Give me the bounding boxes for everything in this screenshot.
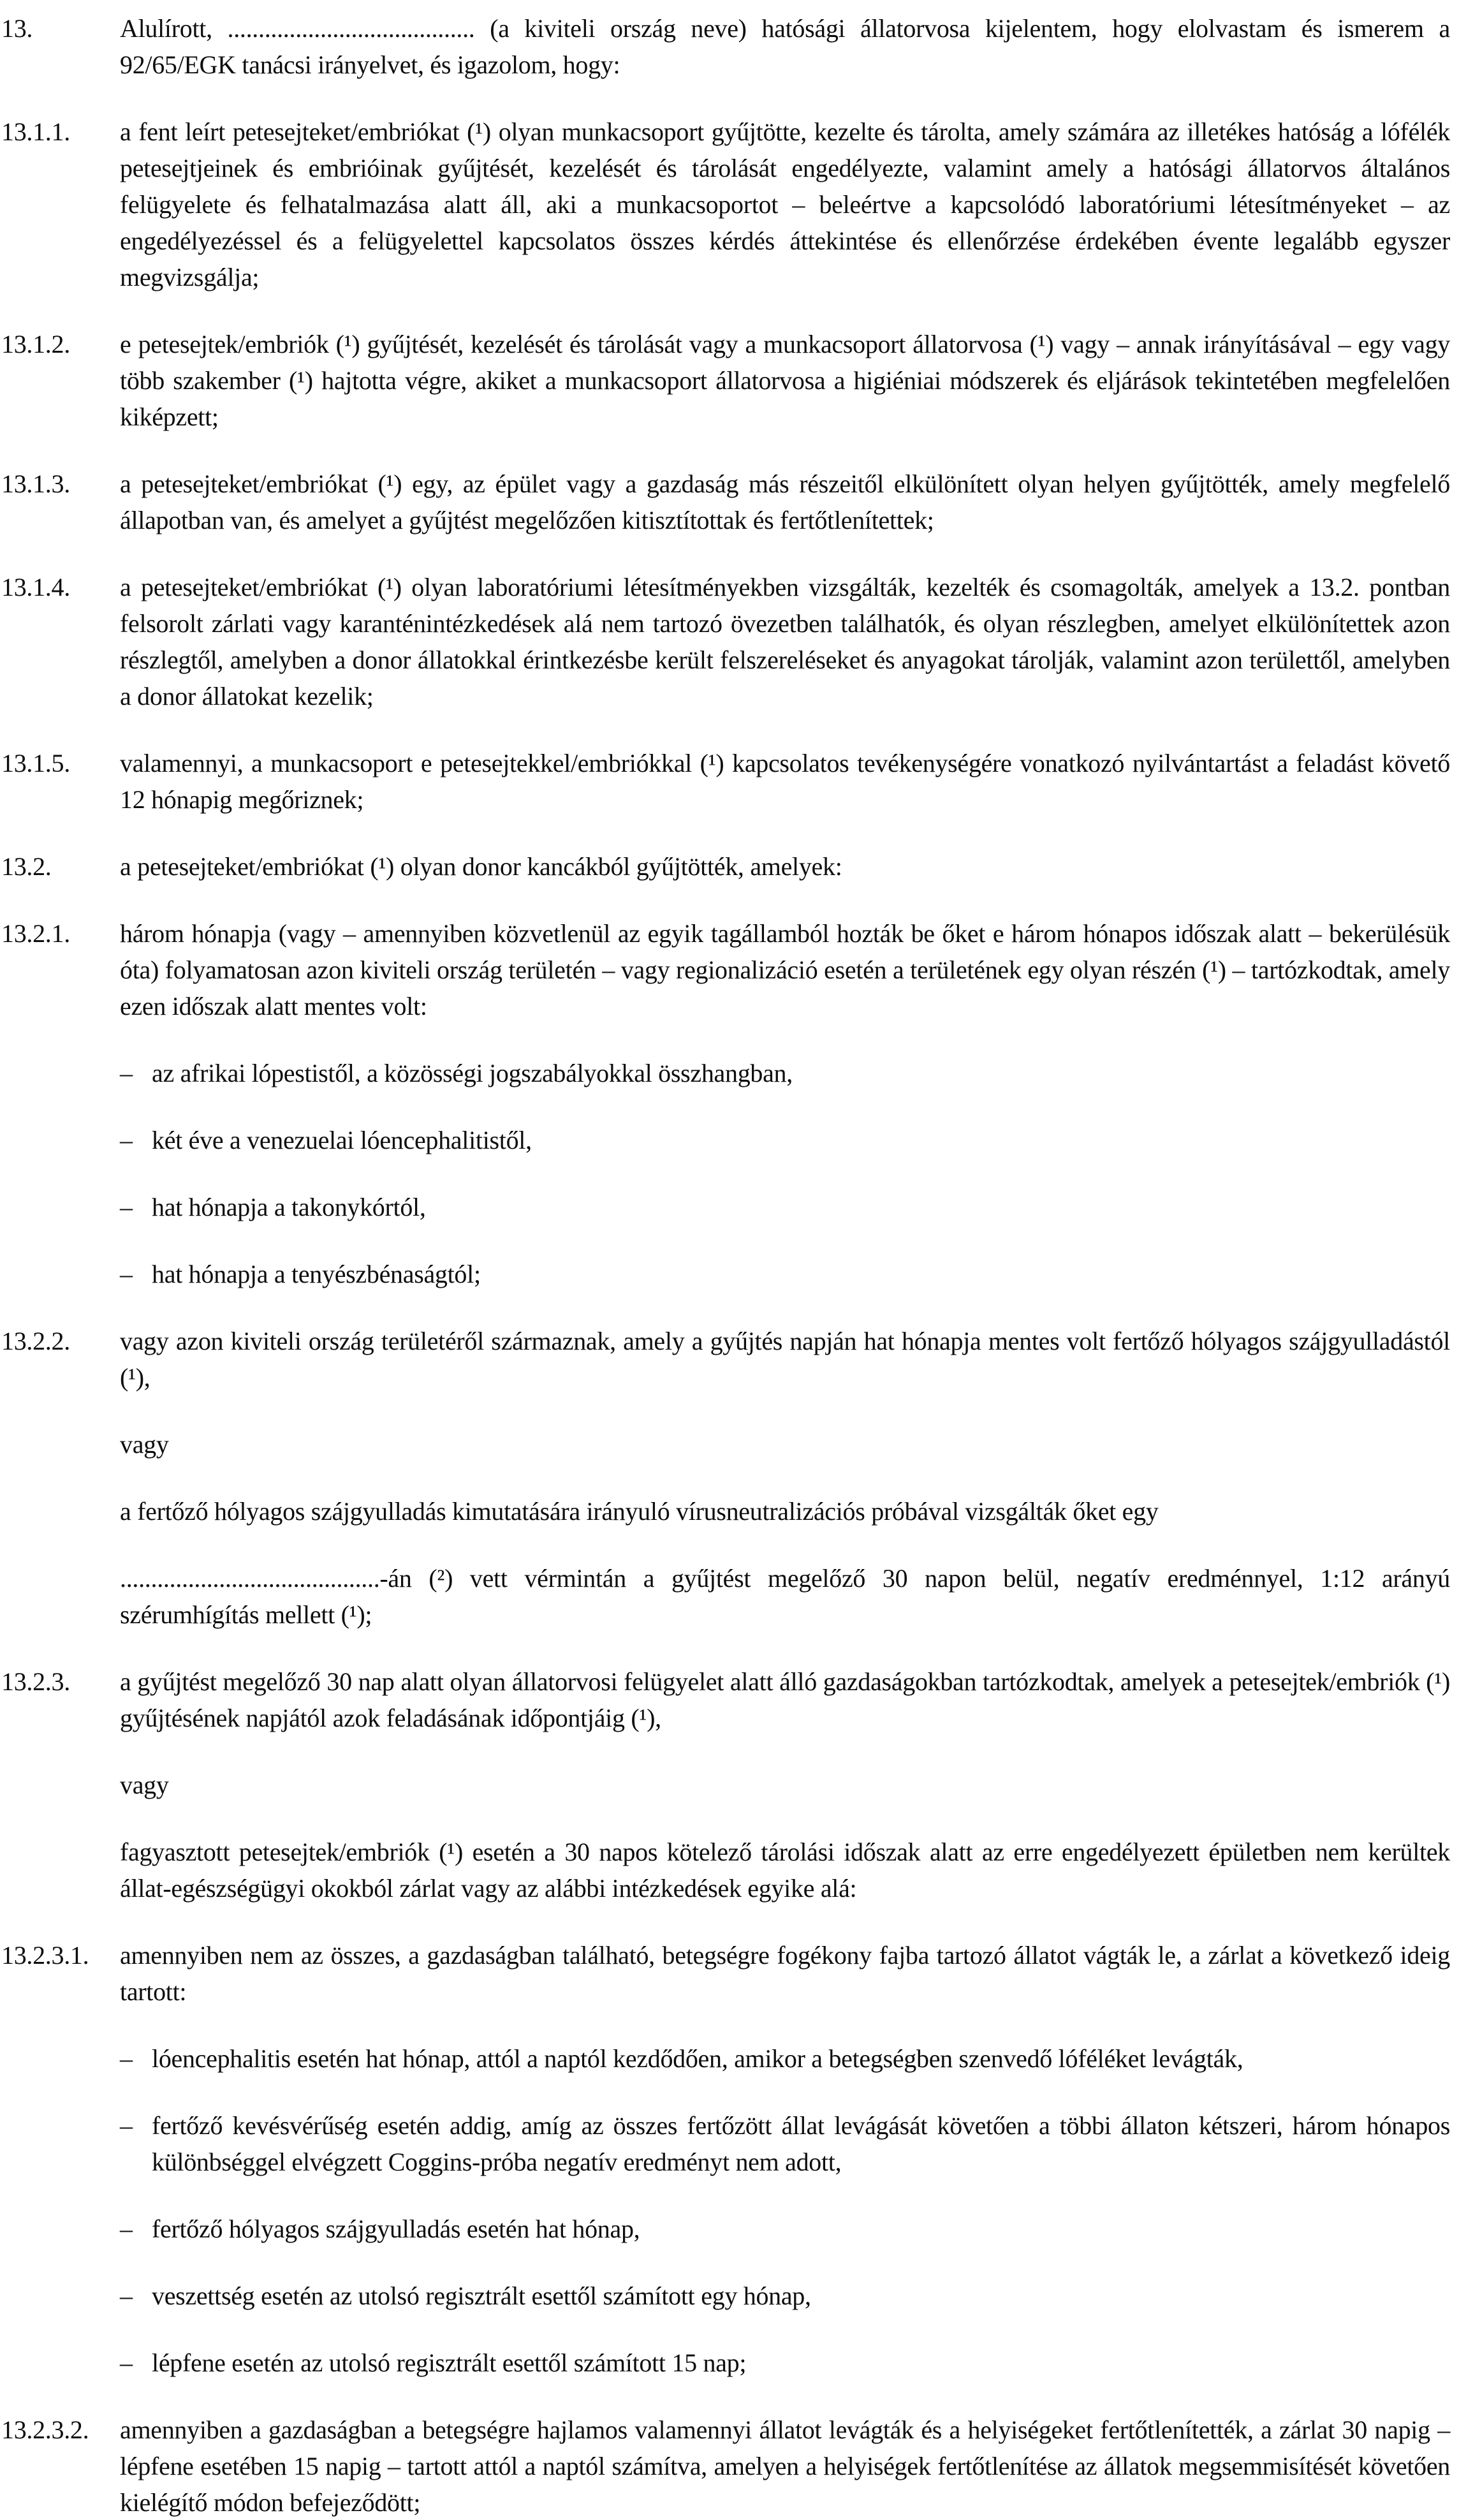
item-number: 13.1.1. xyxy=(1,117,70,146)
item-number: 13.2.3.1. xyxy=(1,1941,89,1970)
dash-list-item xyxy=(120,1055,1450,1091)
paragraph: a petesejteket/embriókat (¹) olyan donor kancákból gyűjtötték, amelyek: xyxy=(120,852,842,881)
item-number: 13.2.1. xyxy=(1,919,70,948)
dash-bullet: – xyxy=(120,1126,133,1154)
paragraph: három hónapja (vagy – amennyiben közvetlenül az egyik tagállamból hozták be őket e három hónapos időszak alatt – bekerülésük óta) folyamatosan azon kiviteli ország területén – vagy regionalizáció esetén a területének egy olyan részén (¹) – tartózkodtak, amely ezen időszak alatt mentes volt: xyxy=(120,919,1450,1021)
list-item xyxy=(1,326,1450,466)
dash-bullet: – xyxy=(120,1193,133,1221)
paragraph: fagyasztott petesejtek/embriók (¹) esetén a 30 napos kötelező tárolási időszak alatt az erre engedélyezett épületben nem kerültek állat-egészségügyi okokból zárlat vagy az alábbi intézkedések egyike alá: xyxy=(120,1838,1450,1903)
dash-item-text: hat hónapja a takonykórtól, xyxy=(152,1193,426,1221)
dash-list-item xyxy=(120,2107,1450,2180)
list-item xyxy=(1,915,1450,1323)
paragraph: a fent leírt petesejteket/embriókat (¹) olyan munkacsoport gyűjtötte, kezelte és tárolta, amely számára az illetékes hatóság a lófélék petesejtjeinek és embrióinak gyűjtését, kezelését és tárolását engedélyezte, valamint amely a hatósági állatorvos általános felügyelete és felhatalmazása alatt áll, aki a munkacsoportot – beleértve a kapcsolódó laboratóriumi létesítményeket – az engedélyezéssel és a felügyelettel kapcsolatos összes kérdés áttekintése és ellenőrzése érdekében évente legalább egyszer megvizsgálja; xyxy=(120,117,1450,291)
dash-item-text: lépfene esetén az utolsó regisztrált esettől számított 15 nap; xyxy=(152,2348,747,2377)
dash-list-item xyxy=(120,2345,1450,2381)
item-body xyxy=(120,1323,1450,1663)
paragraph: a gyűjtést megelőző 30 nap alatt olyan állatorvosi felügyelet alatt álló gazdaságokban tartózkodtak, amelyek a petesejtek/embriók (¹) gyűjtésének napjától azok feladásának időpontjáig (¹), xyxy=(120,1667,1450,1732)
item-number: 13.1.5. xyxy=(1,749,70,777)
dash-item-text: fertőző kevésvérűség esetén addig, amíg az összes fertőzött állat levágását követően a többi állaton kétszeri, három hónapos különbséggel elvégzett Coggins-próba negatív eredményt nem adott, xyxy=(152,2111,1450,2176)
list-item xyxy=(1,1663,1450,1937)
dash-bullet: – xyxy=(120,2111,133,2140)
item-number: 13.1.4. xyxy=(1,573,70,601)
dash-list-item xyxy=(120,2211,1450,2247)
list-item xyxy=(1,2412,1450,2520)
dash-bullet: – xyxy=(120,1260,133,1288)
dash-item-text: lóencephalitis esetén hat hónap, attól a naptól kezdődően, amikor a betegségben szenvedő lóféléket levágták, xyxy=(152,2044,1243,2073)
paragraph: vagy xyxy=(120,1430,169,1459)
dash-list-item xyxy=(120,2040,1450,2077)
item-number: 13.2.3. xyxy=(1,1667,70,1696)
list-item xyxy=(1,745,1450,848)
item-body xyxy=(120,569,1450,745)
paragraph: vagy azon kiviteli ország területéről származnak, amely a gyűjtés napján hat hónapja mentes volt fertőző hólyagos szájgyulladástól (¹), xyxy=(120,1327,1450,1392)
item-number: 13.1.3. xyxy=(1,469,70,498)
paragraph: ..........................................-án (²) vett vérmintán a gyűjtést megelőző 30 napon belül, negatív eredménnyel, 1:12 arányú szérumhígítás mellett (¹); xyxy=(120,1564,1450,1629)
paragraph: Alulírott, ........................................ (a kiviteli ország neve) hatósági állatorvosa kijelentem, hogy elolvastam és ismerem a 92/65/EGK tanácsi irányelvet, és igazolom, hogy: xyxy=(120,14,1450,79)
dash-list-item xyxy=(120,2278,1450,2314)
item-body xyxy=(120,2412,1450,2520)
list-item xyxy=(1,569,1450,745)
dash-item-text: hat hónapja a tenyészbénaságtól; xyxy=(152,1260,481,1288)
item-number: 13.1.2. xyxy=(1,330,70,358)
item-body xyxy=(120,1663,1450,1937)
paragraph: a petesejteket/embriókat (¹) egy, az épület vagy a gazdaság más részeitől elkülönített olyan helyen gyűjtötték, amely megfelelő állapotban van, és amelyet a gyűjtést megelőzően kitisztítottak és fertőtlenítettek; xyxy=(120,469,1450,534)
dash-bullet: – xyxy=(120,2044,133,2073)
dash-bullet: – xyxy=(120,2348,133,2377)
dash-list-item xyxy=(120,1189,1450,1225)
list-item xyxy=(1,466,1450,569)
dash-list-item xyxy=(120,1256,1450,1292)
dash-item-text: két éve a venezuelai lóencephalitistől, xyxy=(152,1126,532,1154)
item-body xyxy=(120,114,1450,326)
paragraph: a petesejteket/embriókat (¹) olyan laboratóriumi létesítményekben vizsgálták, kezelték és csomagolták, amelyek a 13.2. pontban felsorolt zárlati vagy karanténintézkedések alá nem tartozó övezetben találhatók, és olyan részlegben, amelyet elkülönítettek azon részlegtől, amelyben a donor állatokkal érintkezésbe került felszereléseket és anyagokat tárolják, valamint azon területtől, amelyben a donor állatokat kezelik; xyxy=(120,573,1450,711)
item-body xyxy=(120,466,1450,569)
item-body xyxy=(120,1937,1450,2412)
list-item xyxy=(1,1323,1450,1663)
dash-bullet: – xyxy=(120,1059,133,1087)
item-body xyxy=(120,848,1450,915)
paragraph: a fertőző hólyagos szájgyulladás kimutatására irányuló vírusneutralizációs próbával vizsgálták őket egy xyxy=(120,1497,1159,1526)
dash-item-text: veszettség esetén az utolsó regisztrált esettől számított egy hónap, xyxy=(152,2281,811,2310)
item-number: 13.2. xyxy=(1,852,52,881)
paragraph: valamennyi, a munkacsoport e petesejtekkel/embriókkal (¹) kapcsolatos tevékenységére vonatkozó nyilvántartást a feladást követő 12 hónapig megőriznek; xyxy=(120,749,1450,814)
paragraph: amennyiben nem az összes, a gazdaságban található, betegségre fogékony fajba tartozó állatot vágták le, a zárlat a következő ideig tartott: xyxy=(120,1941,1450,2006)
item-body xyxy=(120,745,1450,848)
dash-item-text: fertőző hólyagos szájgyulladás esetén hat hónap, xyxy=(152,2214,640,2243)
list-item xyxy=(1,848,1450,915)
list-item xyxy=(1,114,1450,326)
item-body xyxy=(120,326,1450,466)
list-item xyxy=(1,10,1450,114)
item-number: 13. xyxy=(1,14,33,43)
paragraph: amennyiben a gazdaságban a betegségre hajlamos valamennyi állatot levágták és a helyiségeket fertőtlenítették, a zárlat 30 napig – lépfene esetében 15 napig – tartott attól a naptól számítva, amelyen a helyiségek fertőtlenítése az állatok megsemmisítését követően kielégítő módon befejeződött; xyxy=(120,2415,1450,2517)
paragraph: e petesejtek/embriók (¹) gyűjtését, kezelését és tárolását vagy a munkacsoport állatorvosa (¹) vagy – annak irányításával – egy vagy több szakember (¹) hajtotta végre, akiket a munkacsoport állatorvosa a higiéniai módszerek és eljárások tekintetében megfelelően kiképzett; xyxy=(120,330,1450,431)
item-number: 13.2.3.2. xyxy=(1,2415,89,2444)
item-number: 13.2.2. xyxy=(1,1327,70,1355)
dash-list-item xyxy=(120,1122,1450,1158)
dash-bullet: – xyxy=(120,2281,133,2310)
dash-bullet: – xyxy=(120,2214,133,2243)
paragraph: vagy xyxy=(120,1771,169,1799)
dash-item-text: az afrikai lópestistől, a közösségi jogszabályokkal összhangban, xyxy=(152,1059,793,1087)
list-item xyxy=(1,1937,1450,2412)
item-body xyxy=(120,915,1450,1323)
item-body xyxy=(120,10,1450,114)
